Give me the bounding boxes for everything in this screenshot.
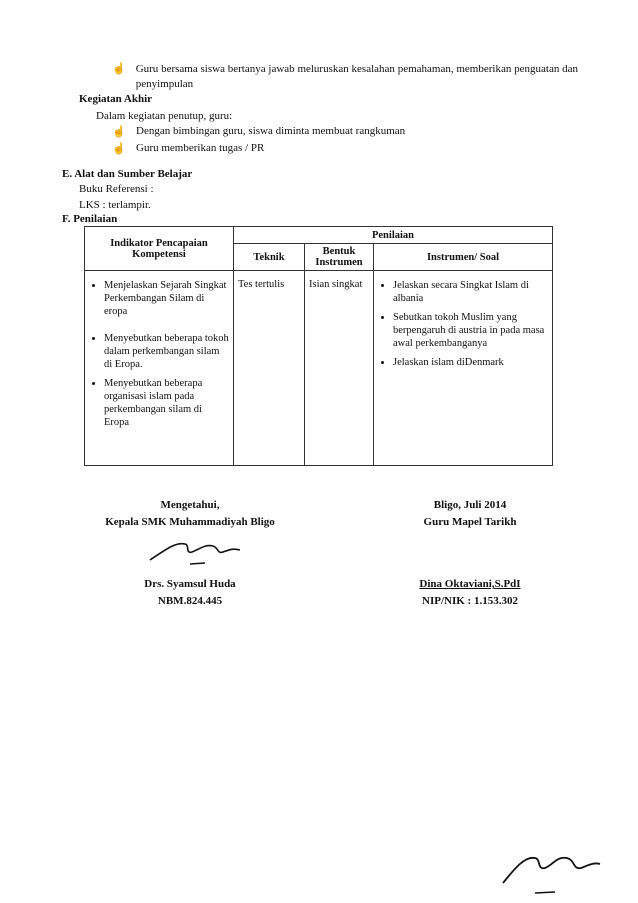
soal-item: • Jelaskan secara Singkat Islam di albania xyxy=(393,279,548,305)
kegiatan-akhir-item xyxy=(112,125,405,139)
cell-teknik: Tes tertulis xyxy=(234,271,305,466)
alat-heading: E. Alat dan Sumber Belajar xyxy=(62,168,193,180)
kegiatan-inti-item xyxy=(112,62,578,92)
kegiatan-akhir-item xyxy=(112,142,264,156)
signature-left-id: NBM.824.445 xyxy=(157,595,223,607)
indikator-item: • Menyebutkan beberapa organisasi islam pada perkembangan silam di Eropa xyxy=(104,377,229,429)
signature-left-block xyxy=(80,576,300,610)
signature-left-header xyxy=(80,497,300,531)
kegiatan-akhir-intro: Dalam kegiatan penutup, guru: xyxy=(96,110,233,122)
header-bentuk: Bentuk Instrumen xyxy=(305,244,374,271)
header-penilaian: Penilaian xyxy=(234,227,553,244)
signature-left-line2: Kepala SMK Muhammadiyah Bligo xyxy=(105,516,275,528)
hand-pointer-icon: ☝ xyxy=(112,143,126,155)
signature-left-scribble xyxy=(145,530,245,570)
signature-right-name: Dina Oktaviani,S.PdI xyxy=(419,578,521,590)
footer-signature-scribble xyxy=(495,838,605,898)
alat-line: Buku Referensi : xyxy=(79,183,154,195)
kegiatan-inti-item-text: Guru bersama siswa bertanya jawab meluruskan kesalahan pemahaman, memberikan penguatan dan penyimpulan xyxy=(135,63,578,90)
hand-pointer-icon: ☝ xyxy=(112,126,126,138)
penilaian-table xyxy=(84,226,553,466)
kegiatan-akhir-item-text: Guru memberikan tugas / PR xyxy=(136,142,265,154)
cell-soal xyxy=(374,271,553,466)
signature-right-id: NIP/NIK : 1.153.302 xyxy=(422,595,518,607)
signature-right-block xyxy=(370,576,570,610)
cell-bentuk: Isian singkat xyxy=(305,271,374,466)
soal-item: • Sebutkan tokoh Muslim yang berpengaruh di austria in pada masa awal perkembanganya xyxy=(393,311,548,350)
alat-line: LKS : terlampir. xyxy=(79,199,151,211)
soal-item: • Jelaskan islam diDenmark xyxy=(393,356,548,369)
indikator-item: • Menyebutkan beberapa tokoh dalam perkembangan silam di Eropa. xyxy=(104,332,229,371)
penilaian-heading: F. Penilaian xyxy=(62,213,118,225)
header-teknik: Teknik xyxy=(234,244,305,271)
kegiatan-akhir-heading: Kegiatan Akhir xyxy=(79,93,153,105)
header-soal: Instrumen/ Soal xyxy=(374,244,553,271)
kegiatan-akhir-item-text: Dengan bimbingan guru, siswa diminta membuat rangkuman xyxy=(136,125,406,137)
header-indikator: Indikator Pencapaian Kompetensi xyxy=(85,227,234,271)
hand-pointer-icon: ☝ xyxy=(112,63,126,75)
signature-right-header xyxy=(370,497,570,531)
signature-left-line1: Mengetahui, xyxy=(160,499,220,511)
indikator-item: • Menjelaskan Sejarah Singkat Perkembangan Silam di eropa xyxy=(104,279,229,318)
signature-right-line1: Bligo, Juli 2014 xyxy=(433,499,507,511)
cell-indikator xyxy=(85,271,234,466)
signature-right-line2: Guru Mapel Tarikh xyxy=(423,516,517,528)
signature-left-name: Drs. Syamsul Huda xyxy=(144,578,236,590)
